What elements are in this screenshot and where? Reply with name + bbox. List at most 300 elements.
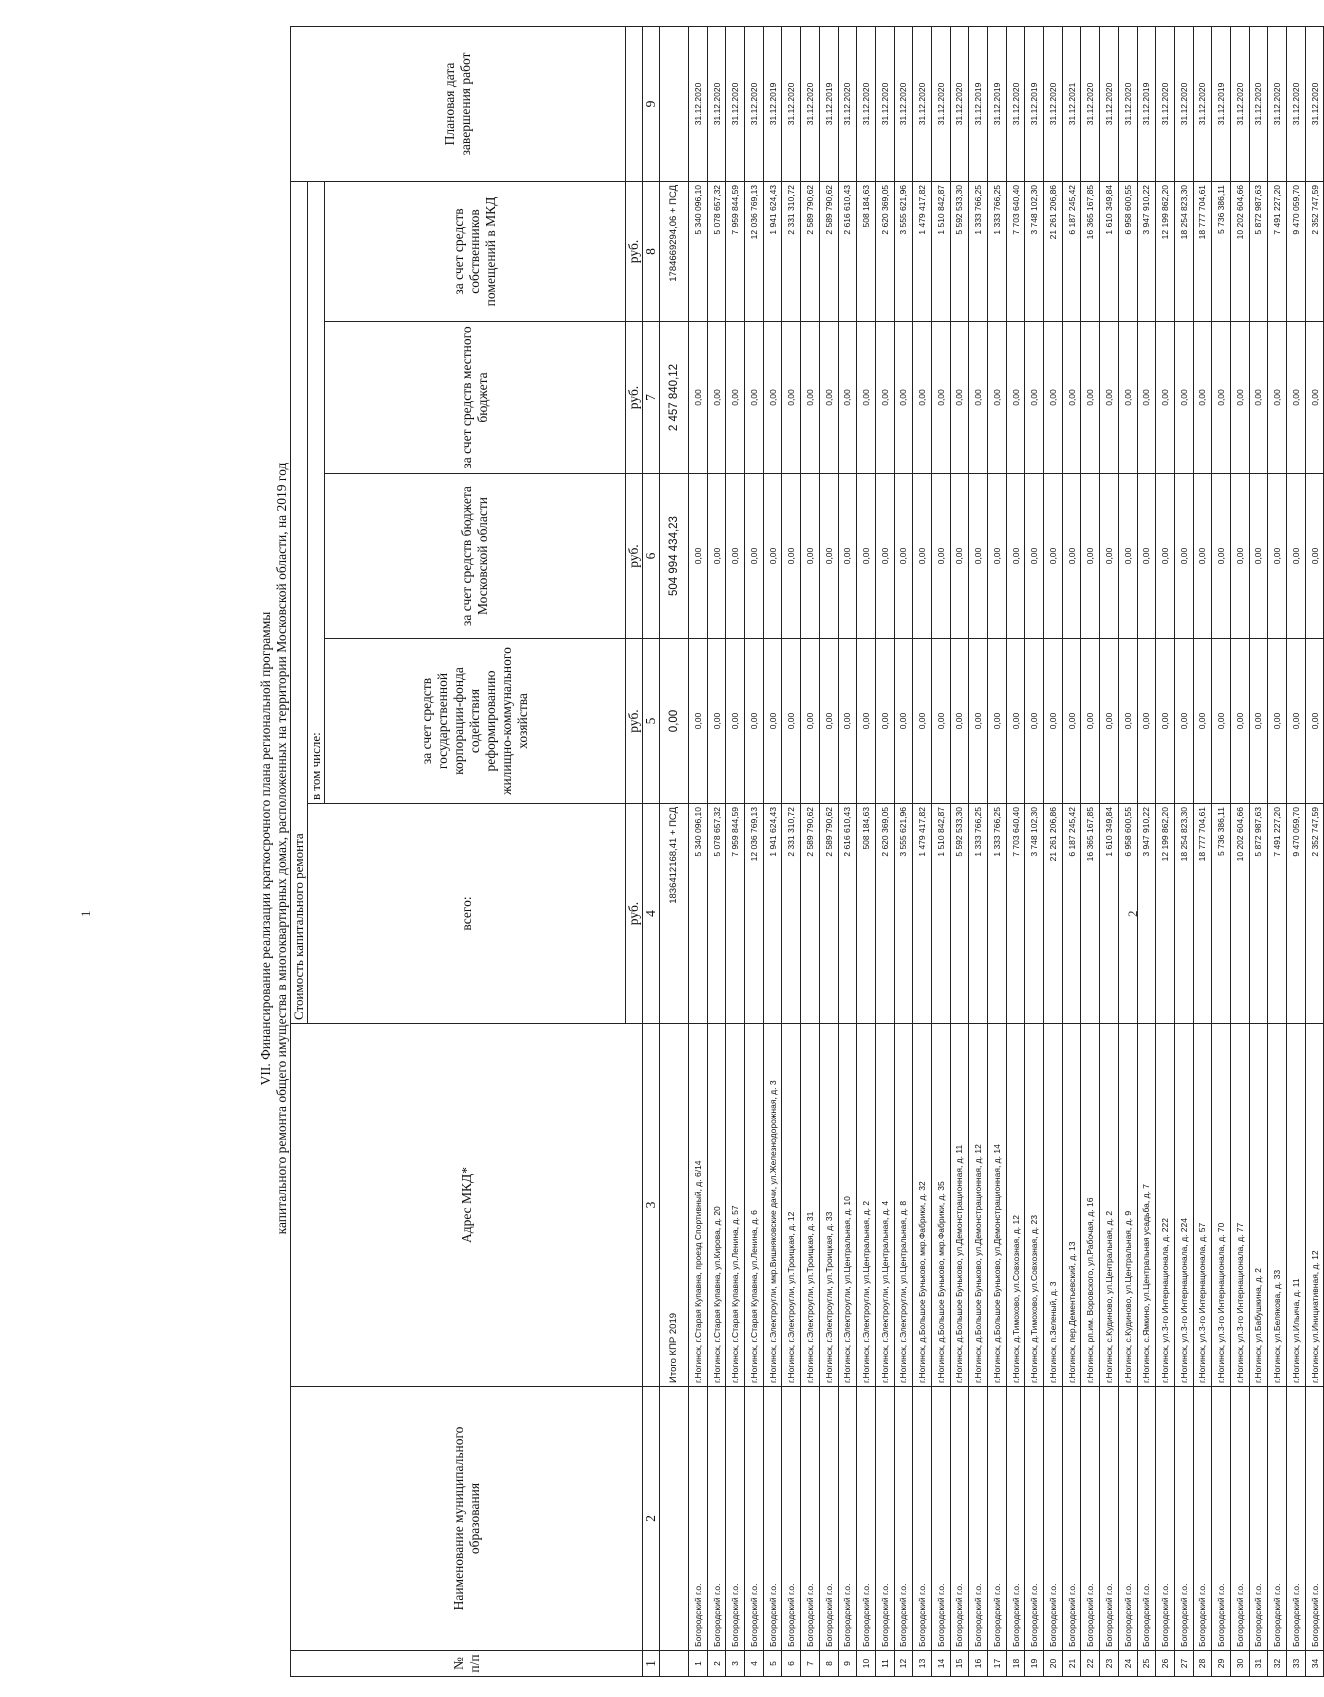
row-local: 0,00 <box>838 322 857 474</box>
row-fund: 0,00 <box>931 639 950 804</box>
row-address: г.Ногинск, г.Электроугли, ул.Центральная, д. 8 <box>894 1024 913 1387</box>
row-total: 5 872 987,63 <box>1249 804 1268 1024</box>
row-number: 26 <box>1156 1651 1175 1677</box>
table-row <box>1044 26 1063 1676</box>
row-local: 0,00 <box>689 322 708 474</box>
row-total: 2 352 747,59 <box>1305 804 1324 1024</box>
row-local: 0,00 <box>1249 322 1268 474</box>
row-fund: 0,00 <box>1081 639 1100 804</box>
header-unit: руб. <box>626 322 643 474</box>
table-row <box>745 26 764 1676</box>
row-date: 31.12.2019 <box>763 26 782 181</box>
total-owners: 1784669294,06 + ПСД <box>660 181 689 321</box>
row-date: 31.12.2020 <box>1118 26 1137 181</box>
row-date: 31.12.2020 <box>1081 26 1100 181</box>
row-date: 31.12.2020 <box>726 26 745 181</box>
row-number: 5 <box>763 1651 782 1677</box>
row-address: г.Ногинск, д.Большое Буньково, ул.Демонстрационная, д. 14 <box>988 1024 1007 1387</box>
row-municipality: Богородский г.о. <box>1044 1387 1063 1651</box>
row-total: 5 340 096,10 <box>689 804 708 1024</box>
row-date: 31.12.2021 <box>1062 26 1081 181</box>
row-local: 0,00 <box>894 322 913 474</box>
row-owners: 3 555 621,96 <box>894 181 913 321</box>
row-fund: 0,00 <box>1230 639 1249 804</box>
table-row <box>726 26 745 1676</box>
row-total: 16 365 167,85 <box>1081 804 1100 1024</box>
row-region: 0,00 <box>1268 474 1287 639</box>
row-owners: 18 254 823,30 <box>1174 181 1193 321</box>
row-local: 0,00 <box>1025 322 1044 474</box>
row-address: г.Ногинск, д.Большое Буньково, ул.Демонстрационная, д. 11 <box>950 1024 969 1387</box>
row-local: 0,00 <box>857 322 876 474</box>
header-owners: за счет средств собственников помещений в МКД <box>325 181 626 321</box>
row-municipality: Богородский г.о. <box>782 1387 801 1651</box>
row-region: 0,00 <box>726 474 745 639</box>
row-fund: 0,00 <box>707 639 726 804</box>
row-municipality: Богородский г.о. <box>913 1387 932 1651</box>
row-total: 2 616 610,43 <box>838 804 857 1024</box>
row-total: 2 620 369,05 <box>875 804 894 1024</box>
row-owners: 9 470 059,70 <box>1287 181 1306 321</box>
table-row <box>1137 26 1156 1676</box>
row-municipality: Богородский г.о. <box>726 1387 745 1651</box>
row-fund: 0,00 <box>763 639 782 804</box>
row-address: г.Ногинск, пер.Дементьевский, д. 13 <box>1062 1024 1081 1387</box>
row-owners: 2 589 790,62 <box>819 181 838 321</box>
row-date: 31.12.2020 <box>913 26 932 181</box>
row-date: 31.12.2020 <box>1006 26 1025 181</box>
row-municipality: Богородский г.о. <box>1137 1387 1156 1651</box>
page-number-bottom: 2 <box>1125 910 1140 917</box>
row-owners: 12 199 862,20 <box>1156 181 1175 321</box>
total-date-blank <box>660 26 689 181</box>
row-local: 0,00 <box>913 322 932 474</box>
row-local: 0,00 <box>1230 322 1249 474</box>
row-address: г.Ногинск, г.Старая Купавна, ул.Ленина, д. 57 <box>726 1024 745 1387</box>
row-fund: 0,00 <box>969 639 988 804</box>
row-number: 8 <box>819 1651 838 1677</box>
col-number: 5 <box>643 639 660 804</box>
row-number: 23 <box>1100 1651 1119 1677</box>
row-address: г.Ногинск, ул.Белякова, д. 33 <box>1268 1024 1287 1387</box>
header-unit: руб. <box>626 474 643 639</box>
row-local: 0,00 <box>819 322 838 474</box>
row-fund: 0,00 <box>801 639 820 804</box>
row-region: 0,00 <box>1025 474 1044 639</box>
row-address: г.Ногинск, г.Электроугли, мкр.Вишняковские дачи, ул.Железнодорожная, д. 3 <box>763 1024 782 1387</box>
row-total: 7 703 640,40 <box>1006 804 1025 1024</box>
row-number: 6 <box>782 1651 801 1677</box>
row-municipality: Богородский г.о. <box>801 1387 820 1651</box>
row-number: 3 <box>726 1651 745 1677</box>
table-row <box>913 26 932 1676</box>
row-owners: 5 078 657,32 <box>707 181 726 321</box>
row-fund: 0,00 <box>1100 639 1119 804</box>
row-total: 5 078 657,32 <box>707 804 726 1024</box>
total-label: Итого КПР 2019 <box>660 1024 689 1387</box>
row-region: 0,00 <box>894 474 913 639</box>
total-region: 504 994 434,23 <box>660 474 689 639</box>
row-address: г.Ногинск, с.Кудиново, ул.Центральная, д. 9 <box>1118 1024 1137 1387</box>
row-fund: 0,00 <box>1044 639 1063 804</box>
row-date: 31.12.2019 <box>1212 26 1231 181</box>
row-number: 4 <box>745 1651 764 1677</box>
row-number: 34 <box>1305 1651 1324 1677</box>
row-region: 0,00 <box>707 474 726 639</box>
row-number: 17 <box>988 1651 1007 1677</box>
row-date: 31.12.2020 <box>875 26 894 181</box>
col-number: 8 <box>643 181 660 321</box>
row-total: 5 592 533,30 <box>950 804 969 1024</box>
row-local: 0,00 <box>707 322 726 474</box>
row-region: 0,00 <box>1156 474 1175 639</box>
row-total: 6 187 245,42 <box>1062 804 1081 1024</box>
row-fund: 0,00 <box>894 639 913 804</box>
header-region: за счет средств бюджета Московской области <box>325 474 626 639</box>
row-municipality: Богородский г.о. <box>950 1387 969 1651</box>
header-local: за счет средств местного бюджета <box>325 322 626 474</box>
row-region: 0,00 <box>1305 474 1324 639</box>
row-address: г.Ногинск, д.Большое Буньково, ул.Демонстрационная, д. 12 <box>969 1024 988 1387</box>
row-fund: 0,00 <box>1193 639 1212 804</box>
table-row <box>950 26 969 1676</box>
row-total: 18 777 704,61 <box>1193 804 1212 1024</box>
row-fund: 0,00 <box>1212 639 1231 804</box>
row-municipality: Богородский г.о. <box>1006 1387 1025 1651</box>
row-total: 10 202 604,66 <box>1230 804 1249 1024</box>
row-number: 24 <box>1118 1651 1137 1677</box>
row-municipality: Богородский г.о. <box>763 1387 782 1651</box>
row-region: 0,00 <box>1230 474 1249 639</box>
row-local: 0,00 <box>1212 322 1231 474</box>
row-date: 31.12.2020 <box>1305 26 1324 181</box>
header-address: Адрес МКД* <box>291 1024 643 1387</box>
table-row <box>857 26 876 1676</box>
row-local: 0,00 <box>801 322 820 474</box>
row-region: 0,00 <box>1249 474 1268 639</box>
row-municipality: Богородский г.о. <box>988 1387 1007 1651</box>
row-fund: 0,00 <box>689 639 708 804</box>
row-region: 0,00 <box>950 474 969 639</box>
row-number: 21 <box>1062 1651 1081 1677</box>
row-address: г.Ногинск, п.Зеленый, д. 3 <box>1044 1024 1063 1387</box>
table-row <box>1156 26 1175 1676</box>
row-number: 14 <box>931 1651 950 1677</box>
row-fund: 0,00 <box>838 639 857 804</box>
row-local: 0,00 <box>1193 322 1212 474</box>
document-title <box>258 0 290 1697</box>
row-local: 0,00 <box>969 322 988 474</box>
row-owners: 2 620 369,05 <box>875 181 894 321</box>
table-row <box>1006 26 1025 1676</box>
row-owners: 10 202 604,66 <box>1230 181 1249 321</box>
total-mo-blank <box>660 1387 689 1651</box>
row-fund: 0,00 <box>1249 639 1268 804</box>
row-region: 0,00 <box>1212 474 1231 639</box>
table-row <box>1305 26 1324 1676</box>
row-municipality: Богородский г.о. <box>1062 1387 1081 1651</box>
row-municipality: Богородский г.о. <box>1174 1387 1193 1651</box>
row-fund: 0,00 <box>913 639 932 804</box>
row-owners: 21 261 206,86 <box>1044 181 1063 321</box>
table-row <box>819 26 838 1676</box>
row-municipality: Богородский г.о. <box>969 1387 988 1651</box>
row-region: 0,00 <box>1174 474 1193 639</box>
row-total: 1 479 417,82 <box>913 804 932 1024</box>
header-mo: Наименование муниципального образования <box>291 1387 643 1651</box>
row-total: 2 589 790,62 <box>801 804 820 1024</box>
row-number: 9 <box>838 1651 857 1677</box>
row-region: 0,00 <box>1081 474 1100 639</box>
table-row <box>838 26 857 1676</box>
row-municipality: Богородский г.о. <box>1025 1387 1044 1651</box>
table-row <box>1230 26 1249 1676</box>
row-owners: 7 959 844,59 <box>726 181 745 321</box>
row-region: 0,00 <box>801 474 820 639</box>
row-address: г.Ногинск, г.Электроугли, ул.Центральная, д. 10 <box>838 1024 857 1387</box>
row-region: 0,00 <box>1137 474 1156 639</box>
table-row <box>1118 26 1137 1676</box>
row-local: 0,00 <box>1156 322 1175 474</box>
row-municipality: Богородский г.о. <box>1118 1387 1137 1651</box>
row-fund: 0,00 <box>745 639 764 804</box>
row-municipality: Богородский г.о. <box>857 1387 876 1651</box>
row-local: 0,00 <box>950 322 969 474</box>
table-row <box>988 26 1007 1676</box>
row-local: 0,00 <box>1137 322 1156 474</box>
row-owners: 5 736 386,11 <box>1212 181 1231 321</box>
row-fund: 0,00 <box>988 639 1007 804</box>
row-owners: 6 958 600,55 <box>1118 181 1137 321</box>
row-date: 31.12.2020 <box>838 26 857 181</box>
row-region: 0,00 <box>913 474 932 639</box>
row-fund: 0,00 <box>1287 639 1306 804</box>
row-fund: 0,00 <box>1025 639 1044 804</box>
row-municipality: Богородский г.о. <box>689 1387 708 1651</box>
row-address: г.Ногинск, г.Электроугли, ул.Троицкая, д. 31 <box>801 1024 820 1387</box>
row-municipality: Богородский г.о. <box>1100 1387 1119 1651</box>
table-row <box>1081 26 1100 1676</box>
row-number: 15 <box>950 1651 969 1677</box>
row-region: 0,00 <box>1287 474 1306 639</box>
row-local: 0,00 <box>1081 322 1100 474</box>
row-local: 0,00 <box>726 322 745 474</box>
row-address: г.Ногинск, г.Электроугли, ул.Центральная, д. 4 <box>875 1024 894 1387</box>
row-number: 31 <box>1249 1651 1268 1677</box>
row-number: 20 <box>1044 1651 1063 1677</box>
row-address: г.Ногинск, ул.Бабушкина, д. 2 <box>1249 1024 1268 1387</box>
row-municipality: Богородский г.о. <box>1081 1387 1100 1651</box>
row-region: 0,00 <box>782 474 801 639</box>
row-owners: 5 872 987,63 <box>1249 181 1268 321</box>
table-row <box>1062 26 1081 1676</box>
row-municipality: Богородский г.о. <box>1249 1387 1268 1651</box>
row-local: 0,00 <box>1118 322 1137 474</box>
row-address: г.Ногинск, ул.3-го Интернационала, д. 222 <box>1156 1024 1175 1387</box>
header-unit: руб. <box>626 639 643 804</box>
row-number: 16 <box>969 1651 988 1677</box>
row-fund: 0,00 <box>875 639 894 804</box>
row-owners: 2 331 310,72 <box>782 181 801 321</box>
row-fund: 0,00 <box>819 639 838 804</box>
row-municipality: Богородский г.о. <box>1212 1387 1231 1651</box>
title-line-1: VII. Финансирование реализации краткосрочного плана региональной программы <box>258 611 273 1086</box>
header-fund: за счет средств государственной корпорации-фонда содействия реформированию жилищно-коммунального хозяйства <box>325 639 626 804</box>
table-row <box>969 26 988 1676</box>
row-date: 31.12.2020 <box>745 26 764 181</box>
row-local: 0,00 <box>1044 322 1063 474</box>
col-number: 7 <box>643 322 660 474</box>
row-number: 32 <box>1268 1651 1287 1677</box>
table-row <box>689 26 708 1676</box>
row-total: 9 470 059,70 <box>1287 804 1306 1024</box>
row-owners: 7 703 640,40 <box>1006 181 1025 321</box>
row-date: 31.12.2020 <box>801 26 820 181</box>
page-number-top: 1 <box>78 910 93 917</box>
row-address: г.Ногинск, ул.Ильича, д. 11 <box>1287 1024 1306 1387</box>
row-number: 33 <box>1287 1651 1306 1677</box>
row-fund: 0,00 <box>1137 639 1156 804</box>
row-date: 31.12.2020 <box>1287 26 1306 181</box>
row-municipality: Богородский г.о. <box>931 1387 950 1651</box>
row-number: 28 <box>1193 1651 1212 1677</box>
row-date: 31.12.2020 <box>931 26 950 181</box>
header-date-unit-blank <box>626 26 643 181</box>
table-row <box>875 26 894 1676</box>
row-date: 31.12.2020 <box>894 26 913 181</box>
row-municipality: Богородский г.о. <box>707 1387 726 1651</box>
row-fund: 0,00 <box>1118 639 1137 804</box>
col-number: 1 <box>643 1651 660 1677</box>
row-date: 31.12.2020 <box>707 26 726 181</box>
row-local: 0,00 <box>1006 322 1025 474</box>
row-number: 27 <box>1174 1651 1193 1677</box>
row-municipality: Богородский г.о. <box>745 1387 764 1651</box>
col-number: 6 <box>643 474 660 639</box>
row-local: 0,00 <box>1305 322 1324 474</box>
row-date: 31.12.2019 <box>988 26 1007 181</box>
row-region: 0,00 <box>819 474 838 639</box>
total-total: 1836412168,41 + ПСД <box>660 804 689 1024</box>
row-local: 0,00 <box>782 322 801 474</box>
row-address: г.Ногинск, г.Старая Купавна, проезд Спортивный, д. 6/14 <box>689 1024 708 1387</box>
row-date: 31.12.2020 <box>1193 26 1212 181</box>
table-row <box>1174 26 1193 1676</box>
table-row <box>1100 26 1119 1676</box>
row-total: 5 736 386,11 <box>1212 804 1231 1024</box>
row-owners: 5 592 533,30 <box>950 181 969 321</box>
row-owners: 508 184,63 <box>857 181 876 321</box>
row-address: г.Ногинск, д.Большое Буньково, мкр.Фабрики, д. 35 <box>931 1024 950 1387</box>
row-region: 0,00 <box>1006 474 1025 639</box>
row-date: 31.12.2020 <box>950 26 969 181</box>
table-row <box>1025 26 1044 1676</box>
row-region: 0,00 <box>857 474 876 639</box>
row-fund: 0,00 <box>950 639 969 804</box>
row-total: 1 941 624,43 <box>763 804 782 1024</box>
row-fund: 0,00 <box>782 639 801 804</box>
row-municipality: Богородский г.о. <box>1305 1387 1324 1651</box>
row-local: 0,00 <box>763 322 782 474</box>
row-address: г.Ногинск, рп.им. Воровского, ул.Рабочая, д. 16 <box>1081 1024 1100 1387</box>
table-row <box>782 26 801 1676</box>
row-address: г.Ногинск, д.Тимохово, ул.Совхозная, д. 23 <box>1025 1024 1044 1387</box>
row-date: 31.12.2020 <box>689 26 708 181</box>
row-date: 31.12.2019 <box>819 26 838 181</box>
header-unit: руб. <box>626 804 643 1024</box>
row-fund: 0,00 <box>1174 639 1193 804</box>
row-owners: 6 187 245,42 <box>1062 181 1081 321</box>
header-total: всего: <box>308 804 626 1024</box>
row-date: 31.12.2020 <box>1249 26 1268 181</box>
row-local: 0,00 <box>1287 322 1306 474</box>
row-fund: 0,00 <box>1305 639 1324 804</box>
row-number: 18 <box>1006 1651 1025 1677</box>
row-local: 0,00 <box>1268 322 1287 474</box>
row-owners: 1 333 766,25 <box>969 181 988 321</box>
row-total: 12 036 769,13 <box>745 804 764 1024</box>
row-owners: 2 352 747,59 <box>1305 181 1324 321</box>
row-date: 31.12.2020 <box>1044 26 1063 181</box>
row-address: г.Ногинск, г.Электроугли, ул.Троицкая, д. 12 <box>782 1024 801 1387</box>
table-row <box>1212 26 1231 1676</box>
row-total: 3 947 910,22 <box>1137 804 1156 1024</box>
row-total: 1 333 766,25 <box>969 804 988 1024</box>
row-total: 2 589 790,62 <box>819 804 838 1024</box>
row-owners: 1 333 766,25 <box>988 181 1007 321</box>
row-date: 31.12.2019 <box>1025 26 1044 181</box>
row-address: г.Ногинск, ул.Инициативная, д. 12 <box>1305 1024 1324 1387</box>
col-number: 4 <box>643 804 660 1024</box>
row-number: 12 <box>894 1651 913 1677</box>
col-number: 9 <box>643 26 660 181</box>
row-address: г.Ногинск, г.Старая Купавна, ул.Кирова, д. 20 <box>707 1024 726 1387</box>
row-number: 13 <box>913 1651 932 1677</box>
table-row <box>1287 26 1306 1676</box>
title-line-2: капитального ремонта общего имущества в многоквартирных домах, расположенных на территории Московской области, на 2019 год <box>274 462 289 1235</box>
row-number: 22 <box>1081 1651 1100 1677</box>
total-fund: 0,00 <box>660 639 689 804</box>
row-municipality: Богородский г.о. <box>838 1387 857 1651</box>
row-region: 0,00 <box>969 474 988 639</box>
row-address: г.Ногинск, г.Старая Купавна, ул.Ленина, д. 6 <box>745 1024 764 1387</box>
row-region: 0,00 <box>745 474 764 639</box>
row-owners: 18 777 704,61 <box>1193 181 1212 321</box>
row-municipality: Богородский г.о. <box>1193 1387 1212 1651</box>
row-owners: 1 510 842,87 <box>931 181 950 321</box>
row-local: 0,00 <box>1100 322 1119 474</box>
row-number: 10 <box>857 1651 876 1677</box>
row-date: 31.12.2019 <box>1137 26 1156 181</box>
row-owners: 2 616 610,43 <box>838 181 857 321</box>
row-region: 0,00 <box>689 474 708 639</box>
row-total: 1 333 766,25 <box>988 804 1007 1024</box>
row-local: 0,00 <box>1062 322 1081 474</box>
row-total: 2 331 310,72 <box>782 804 801 1024</box>
table-row <box>1268 26 1287 1676</box>
row-region: 0,00 <box>1118 474 1137 639</box>
row-region: 0,00 <box>931 474 950 639</box>
row-date: 31.12.2020 <box>1100 26 1119 181</box>
row-owners: 3 748 102,30 <box>1025 181 1044 321</box>
row-owners: 1 941 624,43 <box>763 181 782 321</box>
row-total: 3 748 102,30 <box>1025 804 1044 1024</box>
row-address: г.Ногинск, д.Тимохово, ул.Совхозная, д. 12 <box>1006 1024 1025 1387</box>
table-row <box>763 26 782 1676</box>
row-region: 0,00 <box>1044 474 1063 639</box>
table-row <box>1249 26 1268 1676</box>
row-address: г.Ногинск, с.Кудиново, ул.Центральная, д. 2 <box>1100 1024 1119 1387</box>
